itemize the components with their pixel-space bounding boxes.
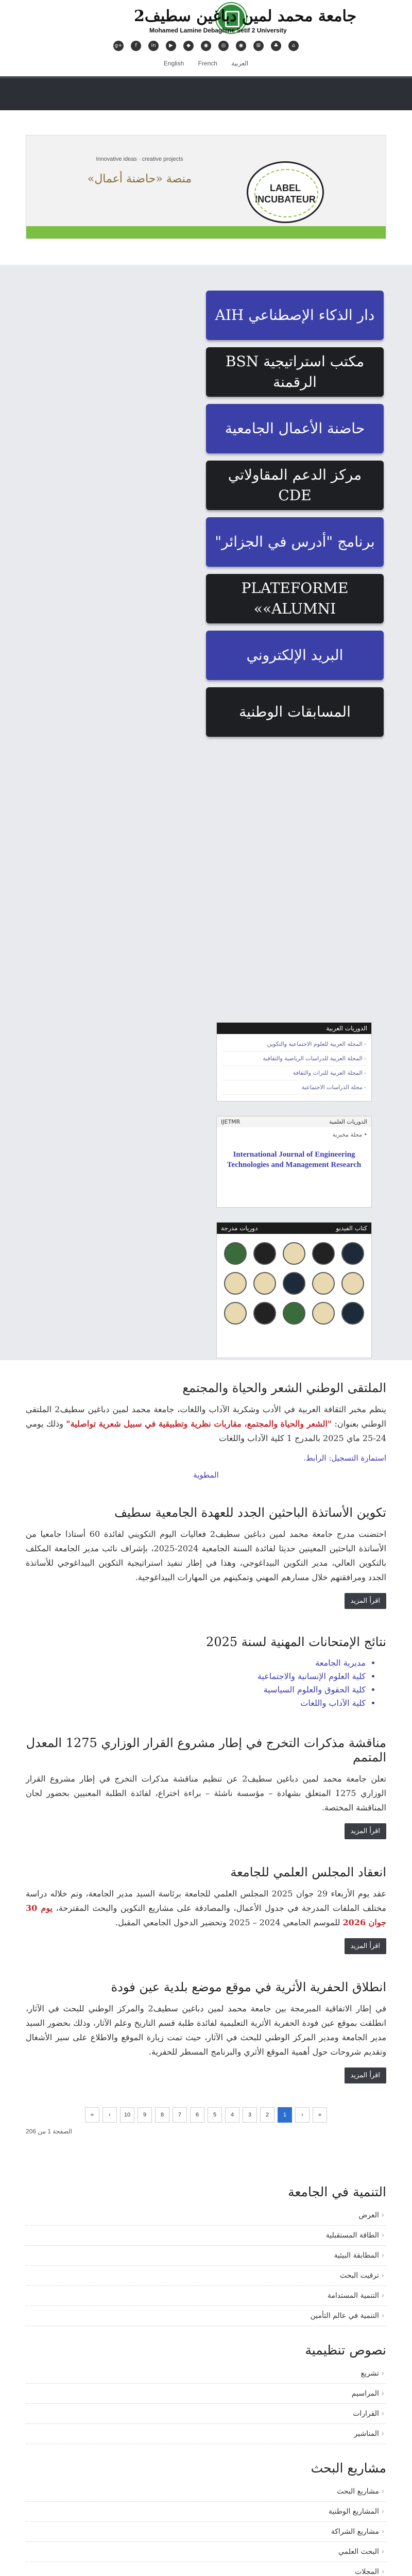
page-number[interactable]: 10: [120, 2107, 134, 2123]
site-header: [0, 0, 412, 56]
page-number[interactable]: 4: [225, 2107, 239, 2123]
journal-logo-icon[interactable]: [224, 1272, 247, 1295]
service-buttons: [206, 291, 384, 744]
journal-logo-icon[interactable]: [283, 1302, 305, 1325]
twitter-icon[interactable]: ◉: [201, 41, 211, 51]
logo-arabic[interactable]: جامعة محمد لمين دباغين سطيف2: [134, 7, 357, 25]
sidebar-link[interactable]: ‹ مشاريع البحث: [26, 2482, 386, 2502]
sidebar-link[interactable]: ‹ المشاريع الوطنية: [26, 2502, 386, 2522]
sidebar-link[interactable]: ‹ الطاقة المستقبلية: [26, 2226, 386, 2246]
widget-head-left[interactable]: IJETMR: [221, 1118, 241, 1125]
article-body: في إطار الاتفاقية المبرمجة بين جامعة محمد لمين دباغين سطيف2 والمركز الوطني للبحث في الآثار، انطلقت بموقع عين فودة الحفرية الأثرية التعليمية لفائدة طلبة قسم التاريخ وعلم الآثار، وذلك بحضور السيد مدير الجامعة ومدير المركز الوطني للبحث في الآثار، حيث تمت زيارة الموقع والاطلاع على سير الأشغال وتقديم شروحات حول أهمية الموقع الأثري والبرنامج المسطر للحفرية.: [26, 2004, 387, 2057]
youtube-icon[interactable]: ▶: [166, 41, 176, 51]
sidebar-link[interactable]: ‹ المناشير: [26, 2424, 386, 2444]
social-links: [0, 39, 412, 51]
article-item: [26, 1844, 386, 1959]
sidebar-link[interactable]: ‹ المجلات: [26, 2562, 386, 2576]
results-link[interactable]: • مديرية الجامعة: [26, 1656, 366, 1670]
journal-logos-grid: [217, 1234, 371, 1333]
journal-logo-icon[interactable]: [312, 1242, 335, 1265]
journal-logo-icon[interactable]: [283, 1272, 305, 1295]
telegram-icon[interactable]: ◎: [218, 41, 229, 51]
article-item: [26, 1959, 386, 2089]
journal-logo-icon[interactable]: [312, 1302, 335, 1325]
article-item: [26, 1485, 386, 1614]
scientific-journals-widget: [216, 1116, 372, 1208]
banner-left-text: [83, 156, 196, 208]
registration-link[interactable]: استمارة التسجيل: الرابط.: [303, 1453, 386, 1463]
results-link[interactable]: • كلية العلوم الإنسانية والاجتماعية: [26, 1670, 366, 1683]
journal-logo-icon[interactable]: [312, 1272, 335, 1295]
competitions-button[interactable]: المسابقات الوطنية: [206, 687, 384, 737]
article-body: احتضنت مدرج جامعة محمد لمين دباغين سطيف2 فعاليات اليوم التكويني لفائدة 60 أستاذا جامعيا من الأساتذة الباحثين المعينين حديثا لفائدة السنة الجامعية 2024-2025، بإشراف نائب مدير الجامعة المكلف بالتكوين العالي، مدير التكوين البيداغوجي، وهذا في إطار تنفيذ استراتيجية التكوين البيداغوجي للأساتذة الجدد ومرافقتهم خلال مسارهم المهني وتمكينهم من المهارات البيداغوجية.: [26, 1529, 387, 1582]
cde-button[interactable]: مركز الدعم المقاولاتي CDE: [206, 461, 384, 510]
widget-sub: • مجلة مخبرية: [332, 1131, 367, 1138]
lang-ar[interactable]: العربية: [231, 60, 249, 67]
article-title[interactable]: مناقشة مذكرات التخرج في إطار مشروع القرار الوزاري 1275 المعدل المتمم: [26, 1736, 386, 1765]
digital-strategy-button[interactable]: مكتب استراتيجية BSN الرقمنة: [206, 347, 384, 397]
page-number[interactable]: 8: [155, 2107, 169, 2123]
page-number[interactable]: 2: [260, 2107, 274, 2123]
journal-logo-icon[interactable]: [341, 1302, 364, 1325]
article-title[interactable]: انطلاق الحفرية الأثرية في موقع موضع بلدية عين فودة: [111, 1980, 386, 1994]
journal-link[interactable]: - المجلة العربية للدراسات الرياضية والثقافية: [222, 1052, 366, 1066]
sidebar-link[interactable]: ‹ التنمية المستدامة: [26, 2286, 386, 2306]
services-section: [0, 265, 412, 1360]
article-text: للموسم الجامعي 2024 – 2025 وتحضير الدخول الجامعي المقبل.: [115, 1918, 340, 1927]
widget-header: [217, 1116, 371, 1127]
logo-english[interactable]: Mohamed Lamine Debaghine Setif 2 University: [149, 27, 287, 34]
article-body: [26, 1887, 386, 1930]
sidebar-link[interactable]: ‹ العرض: [26, 2206, 386, 2226]
page-number[interactable]: 7: [173, 2107, 187, 2123]
sidebar-link[interactable]: ‹ التنمية في عالم التأمين: [26, 2306, 386, 2326]
widget-title: الدوريات العربية: [217, 1023, 371, 1034]
journal-logo-icon[interactable]: [283, 1242, 305, 1265]
section-title: نصوص تنظيمية: [305, 2343, 386, 2358]
sidebar-link[interactable]: ‹ ترقيت البحث: [26, 2266, 386, 2286]
read-more-button[interactable]: اقرأ المزيد: [345, 1593, 386, 1609]
arabic-journals-widget: [216, 1022, 372, 1101]
section-title: مشاريع البحث: [311, 2461, 386, 2476]
email-button[interactable]: البريد الإلكتروني: [206, 631, 384, 680]
facebook-icon[interactable]: f: [131, 41, 141, 51]
sidebar-link[interactable]: ‹ المراسيم: [26, 2384, 386, 2404]
journal-logo-icon[interactable]: [253, 1242, 276, 1265]
page-number[interactable]: 5: [208, 2107, 222, 2123]
read-more-button[interactable]: اقرأ المزيد: [345, 1823, 386, 1839]
language-switcher: [0, 56, 412, 76]
widget-header: [217, 1223, 371, 1234]
article-body: تعلن جامعة محمد لمين دباغين سطيف2 عن تنظيم مناقشة مذكرات التخرج في إطار مشروع القرار الوزاري 1275 المتعلق بشهادة – مؤسسة ناشئة – براءة اختراع، لفائدة الطلبة المعنيين بحضور لجان المناقشة المختصة.: [26, 1774, 387, 1812]
journal-logo-icon[interactable]: [224, 1302, 247, 1325]
journal-logo-icon[interactable]: [253, 1302, 276, 1325]
journal-logo-icon[interactable]: [341, 1272, 364, 1295]
article-title[interactable]: الملتقى الوطني الشعر والحياة والمجتمع: [182, 1381, 386, 1395]
indexed-journals-widget: [216, 1222, 372, 1358]
widget-head-right: الدوريات العلمية: [329, 1118, 367, 1125]
banner-slogan: منصة «حاضنة أعمال»: [87, 173, 192, 185]
home-icon[interactable]: ⌂: [288, 41, 299, 51]
page-number-active[interactable]: 1: [278, 2107, 292, 2123]
article-highlight: يوم 30 جوان 2026: [26, 1903, 386, 1927]
banner-green-bar: [26, 226, 386, 239]
sidebar-link[interactable]: ‹ البحث العلمي: [26, 2542, 386, 2562]
article-title[interactable]: نتائج الإمتحانات المهنية لسنة 2025: [206, 1635, 386, 1649]
journal-logo-icon[interactable]: [341, 1242, 364, 1265]
page-number[interactable]: 6: [190, 2107, 204, 2123]
ai-house-button[interactable]: دار الذكاء الإصطناعي AIH: [206, 291, 384, 340]
rss-icon[interactable]: ◉: [236, 41, 246, 51]
main-navbar[interactable]: [0, 76, 412, 110]
journal-logo-icon[interactable]: [224, 1242, 247, 1265]
page-first[interactable]: «: [85, 2107, 99, 2123]
sidebar-link[interactable]: ‹ مشاريع الشراكة: [26, 2522, 386, 2542]
sidebar-links: [0, 2161, 412, 2576]
journal-link[interactable]: - مجلة الدراسات الاجتماعية: [222, 1080, 366, 1095]
lang-fr[interactable]: French: [198, 60, 217, 67]
journal-title-link[interactable]: International Journal of Engineering Technologies and Management Research: [227, 1150, 362, 1169]
article-highlight: "الشعر والحياة والمجتمع، مقاربات نظرية وتطبيقية في سبيل شعرية تواصلية": [66, 1419, 332, 1429]
incubator-button[interactable]: حاضنة الأعمال الجامعية: [206, 404, 384, 453]
article-item: [26, 1614, 386, 1710]
google-plus-icon[interactable]: g+: [113, 41, 124, 51]
article-body: [26, 1402, 386, 1446]
section-title: التنمية في الجامعة: [288, 2184, 386, 2199]
page-next[interactable]: ›: [295, 2107, 310, 2123]
brochure-link[interactable]: المطوية: [193, 1470, 219, 1480]
lang-en[interactable]: English: [163, 60, 184, 67]
sidebar-link[interactable]: ‹ القرارات: [26, 2404, 386, 2424]
news-list: [0, 1360, 412, 2135]
incubator-banner[interactable]: [26, 135, 386, 239]
article-item: [26, 1360, 386, 1480]
banner-small-text: Innovative ideas · creative projects: [96, 156, 183, 162]
sidebar-link[interactable]: ‹ تشريع: [26, 2364, 386, 2384]
settings-icon[interactable]: ♣: [271, 41, 281, 51]
widget-head-right: كتاب الفيديو: [336, 1225, 367, 1232]
page-number[interactable]: 3: [243, 2107, 257, 2123]
results-link[interactable]: • كلية الآداب واللغات: [26, 1697, 366, 1710]
linkedin-icon[interactable]: in: [148, 41, 159, 51]
article-text: عقد يوم الأربعاء 29 جوان 2025 المجلس العلمي للجامعة برئاسة السيد مدير الجامعة، وتم خلاله دراسة مختلف الملفات المدرجة في جدول الأعمال، والمصادقة على مشاريع التكوين والبحث المقترحة،: [26, 1889, 387, 1913]
grid-icon[interactable]: ⊞: [253, 41, 264, 51]
article-text: وذلك يومي 24-25 ماي 2025 بالمدرج 1 كلية الآداب واللغات: [26, 1419, 386, 1443]
widget-head-left: دوريات مدرجة: [221, 1225, 258, 1232]
journal-link[interactable]: - المجلة العربية للعلوم الاجتماعية والتكوين: [222, 1037, 366, 1052]
article-item: [26, 1715, 386, 1844]
page-last[interactable]: »: [313, 2107, 327, 2123]
sidebar-link[interactable]: ‹ المطابقة البيئية: [26, 2246, 386, 2266]
page-number[interactable]: 9: [138, 2107, 152, 2123]
article-text: ينظم مخبر الثقافة العربية في الأدب وشكرية الآداب واللغات، جامعة محمد لمين دباغين سطيف2 الملتقى الوطني بعنوان:: [26, 1404, 387, 1429]
study-in-algeria-button[interactable]: برنامج "أدرس في الجزائر": [206, 517, 384, 567]
journal-link[interactable]: - المجلة العربية للتراث والثقافة: [222, 1066, 366, 1080]
pagination: [26, 2107, 386, 2123]
instagram-icon[interactable]: ◆: [183, 41, 194, 51]
alumni-button[interactable]: PLATEFORME «ALUMNI»: [206, 574, 384, 623]
results-link[interactable]: • كلية الحقوق والعلوم السياسية: [26, 1683, 366, 1697]
article-title[interactable]: انعقاد المجلس العلمي للجامعة: [230, 1865, 386, 1879]
article-title[interactable]: تكوين الأساتذة الباحثين الجدد للعهدة الجامعية سطيف: [114, 1505, 386, 1520]
page-info: الصفحة 1 من 206: [26, 2128, 72, 2135]
read-more-button[interactable]: اقرأ المزيد: [345, 2067, 386, 2083]
page-prev[interactable]: ‹: [102, 2107, 117, 2123]
journal-logo-icon[interactable]: [253, 1272, 276, 1295]
read-more-button[interactable]: اقرأ المزيد: [345, 1938, 386, 1954]
label-incubateur-badge: LABEL INCUBATEUR: [247, 161, 324, 223]
